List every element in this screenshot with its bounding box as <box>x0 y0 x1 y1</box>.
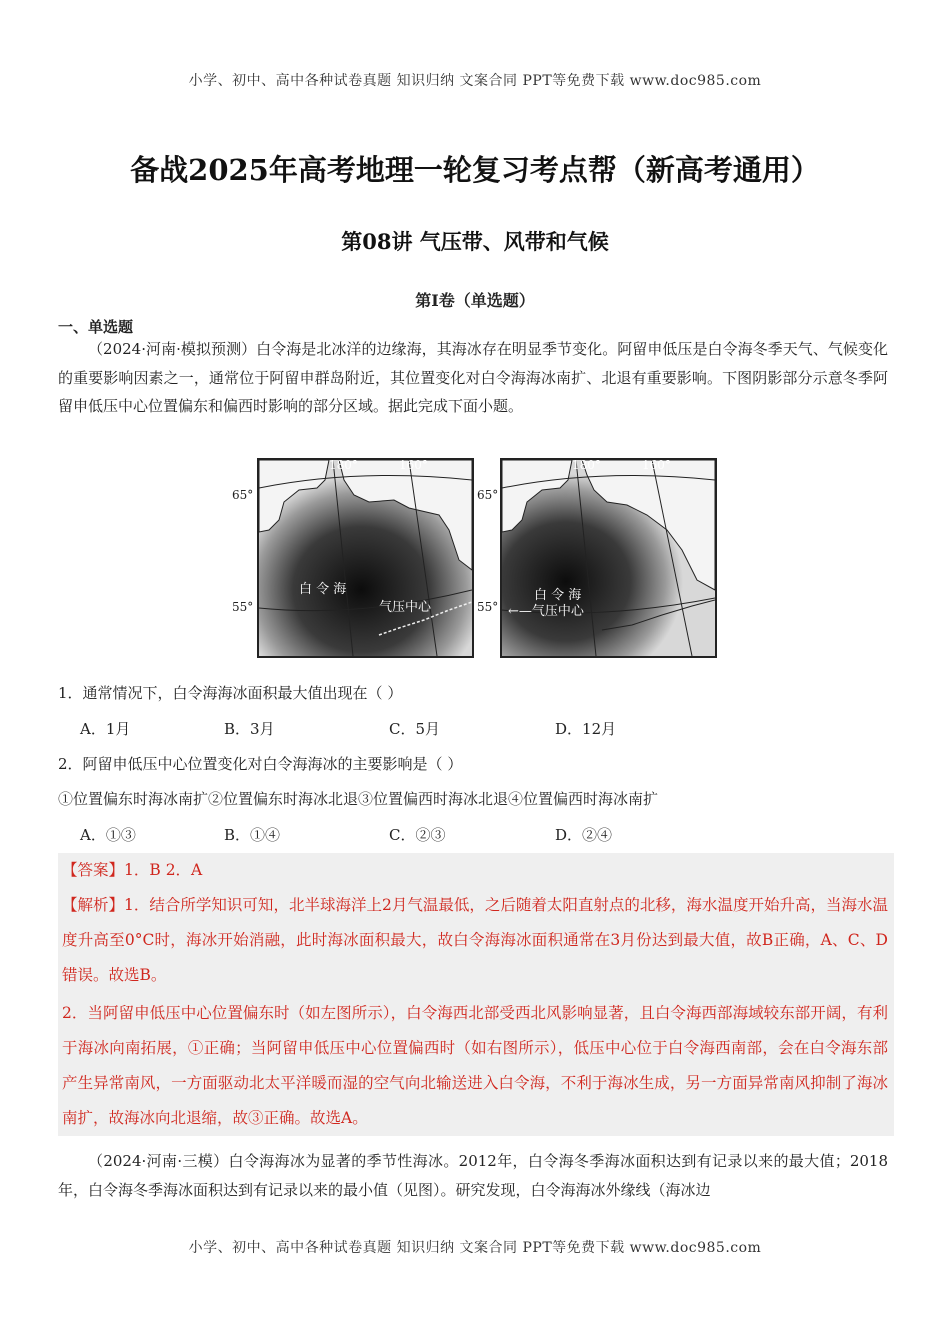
map-right-lon-160: 160° <box>642 458 671 472</box>
map-right-center-label: ←—气压中心 <box>508 604 584 619</box>
question-1-stem: 1．通常情况下，白令海海冰面积最大值出现在（ ） <box>58 684 403 702</box>
section-heading: 一、单选题 <box>58 318 134 336</box>
question-2-option-b[interactable]: B．①④ <box>224 826 281 844</box>
map-left <box>257 458 474 658</box>
explanation-label: 【解析】 <box>62 896 125 914</box>
lesson-title: 第08讲 气压带、风带和气候 <box>341 229 609 254</box>
question-2-stem: 2．阿留申低压中心位置变化对白令海海冰的主要影响是（ ） <box>58 755 463 773</box>
explanation-1-text: 1．结合所学知识可知，北半球海洋上2月气温最低，之后随着太阳直射点的北移，海水温度开始升高，当海水温度升高至0°C时，海冰开始消融，此时海冰面积最大，故白令海海冰面积通常在3月份达到最大值，故B正确，A、C、D错误。故选B。 <box>62 896 888 984</box>
map-right <box>500 458 717 658</box>
map-left-drawing <box>259 460 472 656</box>
page-footer: 小学、初中、高中各种试卷真题 知识归纳 文案合同 PPT等免费下载 www.doc985.com <box>188 1240 762 1256</box>
map-right-lat-65: 65° <box>477 488 499 502</box>
question-2-option-d[interactable]: D．②④ <box>555 826 613 844</box>
answer-line <box>62 856 202 884</box>
next-passage: （2024·河南·三模）白令海海冰为显著的季节性海冰。2012年，白令海冬季海冰面积达到有记录以来的最大值；2018年，白令海冬季海冰面积达到有记录以来的最小值（见图）。研究发现，白令海海冰外缘线（海冰边 <box>58 1152 888 1199</box>
answer-text: 1．B 2．A <box>124 861 203 879</box>
map-figure <box>232 458 713 656</box>
map-left-lat-65: 65° <box>232 488 254 502</box>
explanation-1 <box>62 888 888 993</box>
answer-label: 【答案】 <box>62 861 125 879</box>
question-2-items: ①位置偏东时海冰南扩②位置偏东时海冰北退③位置偏西时海冰北退④位置偏西时海冰南扩 <box>58 790 659 808</box>
question-1-option-b[interactable]: B．3月 <box>224 720 275 738</box>
explanation-2: 2．当阿留申低压中心位置偏东时（如左图所示），白令海西北部受西北风影响显著，且白令海西部海域较东部开阔，有利于海冰向南拓展，①正确；当阿留申低压中心位置偏西时（如右图所示），低压中心位于白令海西南部，会在白令海东部产生异常南风，一方面驱动北太平洋暖而湿的空气向北输送进入白令海，不利于海冰生成，另一方面异常南风抑制了海冰南扩，故海冰向北退缩，故③正确。故选A。 <box>62 1004 888 1127</box>
section-title: 第I卷（单选题） <box>415 291 535 310</box>
map-left-lat-55: 55° <box>232 600 254 614</box>
question-2-option-c[interactable]: C．②③ <box>389 826 446 844</box>
question-1-option-c[interactable]: C．5月 <box>389 720 441 738</box>
map-left-sea-label: 白 令 海 <box>299 582 347 597</box>
question-2-option-a[interactable]: A．①③ <box>80 826 136 844</box>
map-right-lat-55: 55° <box>477 600 499 614</box>
map-left-lon-160: 160° <box>399 458 428 472</box>
map-right-drawing <box>502 460 715 656</box>
question-1-option-d[interactable]: D．12月 <box>555 720 617 738</box>
page-header: 小学、初中、高中各种试卷真题 知识归纳 文案合同 PPT等免费下载 www.doc985.com <box>188 73 762 89</box>
intro-paragraph: （2024·河南·模拟预测）白令海是北冰洋的边缘海，其海冰存在明显季节变化。阿留申低压是白令海冬季天气、气候变化的重要影响因素之一，通常位于阿留申群岛附近，其位置变化对白令海海冰南扩、北退有重要影响。下图阴影部分示意冬季阿留申低压中心位置偏东和偏西时影响的部分区域。据此完成下面小题。 <box>58 340 888 415</box>
map-left-center-label: 气压中心 <box>379 600 432 615</box>
map-right-sea-label: 白 令 海 <box>534 588 582 603</box>
map-right-lon-180: 180° <box>572 458 601 472</box>
map-left-lon-180: 180° <box>329 458 358 472</box>
document-title: 备战2025年高考地理一轮复习考点帮（新高考通用） <box>130 153 820 187</box>
question-1-option-a[interactable]: A．1月 <box>80 720 131 738</box>
